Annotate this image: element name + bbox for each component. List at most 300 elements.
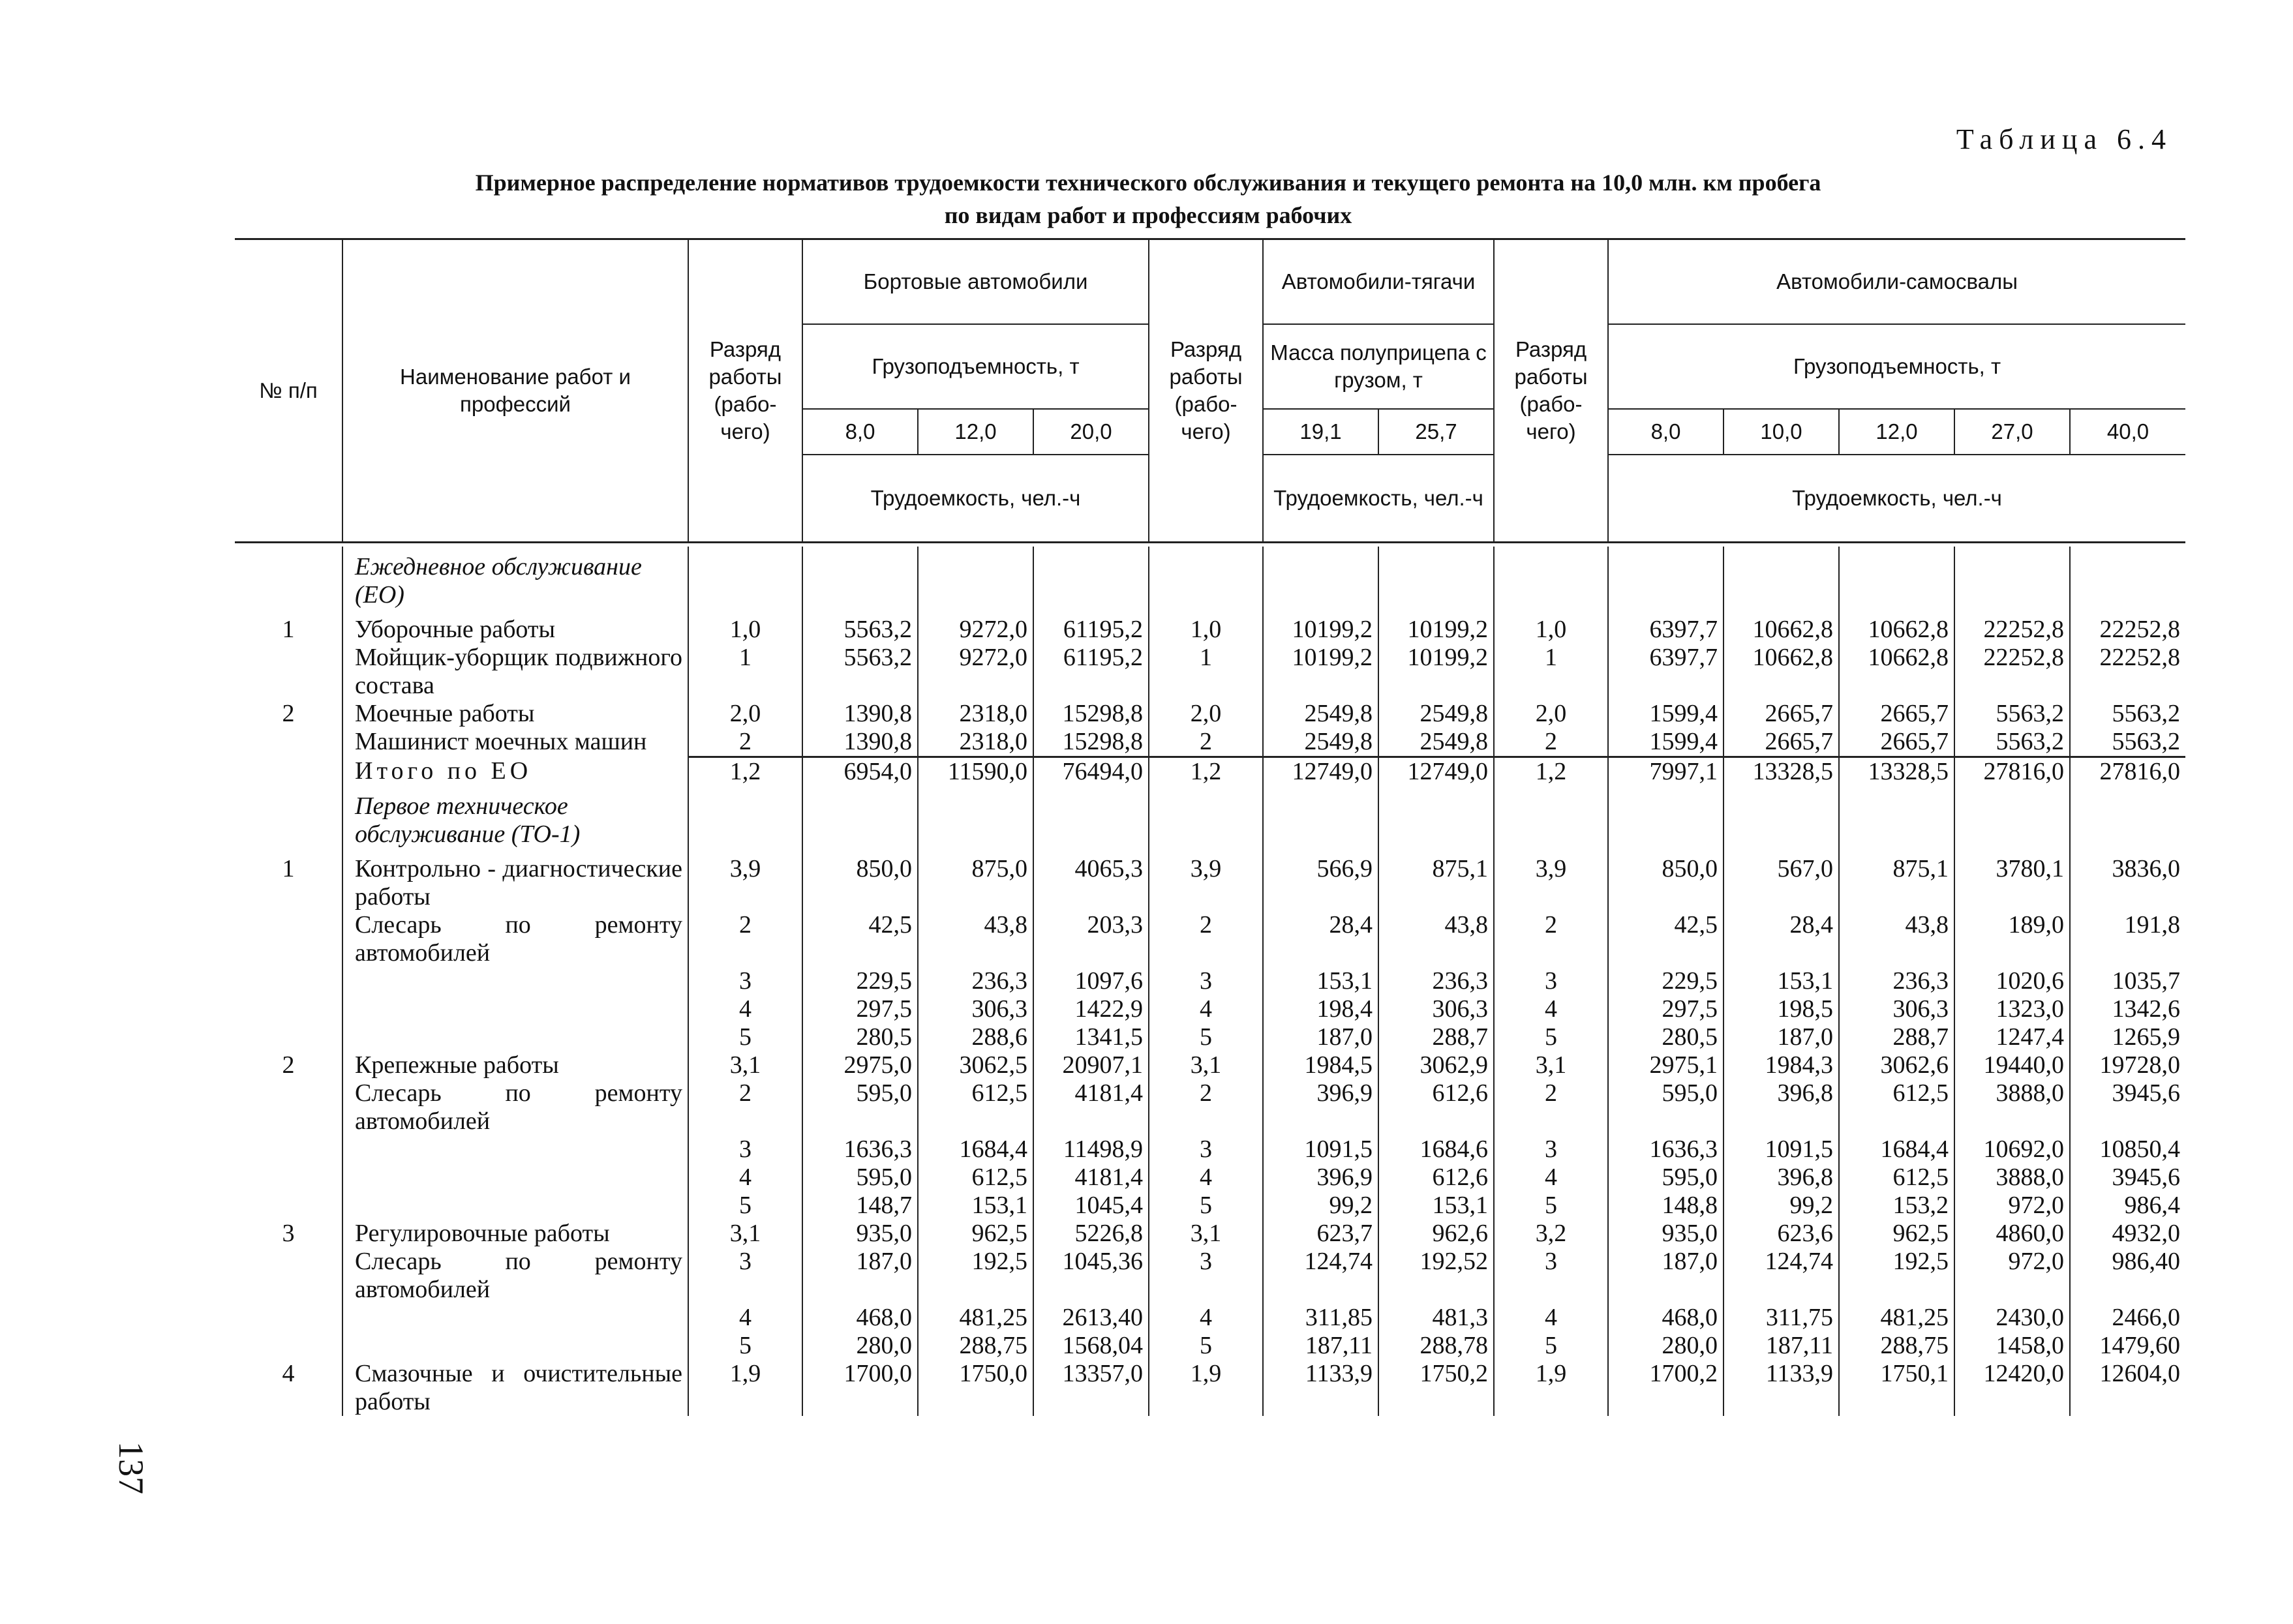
row-value: 10662,8 bbox=[1839, 616, 1954, 644]
row-grade: 1,9 bbox=[1149, 1360, 1263, 1416]
row-value: 5226,8 bbox=[1033, 1220, 1149, 1248]
row-grade: 5 bbox=[1494, 1023, 1608, 1051]
table-row bbox=[235, 1332, 2185, 1360]
row-value: 288,7 bbox=[1378, 1023, 1494, 1051]
row-grade: 3 bbox=[1494, 1248, 1608, 1304]
row-value: 280,5 bbox=[1608, 1023, 1724, 1051]
section-title: Первое техническое обслуживание (ТО-1) bbox=[342, 786, 688, 855]
row-value: 2613,40 bbox=[1033, 1304, 1149, 1332]
empty-cell bbox=[1378, 547, 1494, 616]
row-num: 2 bbox=[282, 1051, 295, 1079]
row-value: 986,40 bbox=[2070, 1248, 2185, 1304]
row-value: 1984,5 bbox=[1263, 1051, 1378, 1079]
row-value: 28,4 bbox=[1724, 911, 1839, 967]
row-value: 612,5 bbox=[1839, 1079, 1954, 1135]
row-num bbox=[235, 967, 342, 995]
row-value: 198,4 bbox=[1263, 995, 1378, 1023]
empty-cell bbox=[918, 786, 1033, 855]
row-value: 850,0 bbox=[1608, 855, 1724, 911]
section-row bbox=[235, 547, 2185, 616]
table-row bbox=[235, 616, 2185, 644]
row-name bbox=[342, 1192, 688, 1220]
table-row bbox=[235, 1220, 2185, 1248]
row-value: 10199,2 bbox=[1263, 644, 1378, 700]
row-grade: 2 bbox=[1494, 1079, 1608, 1135]
row-value: 935,0 bbox=[1608, 1220, 1724, 1248]
row-grade: 4 bbox=[1494, 1164, 1608, 1192]
row-value: 20907,1 bbox=[1033, 1051, 1149, 1079]
row-value: 1636,3 bbox=[802, 1135, 918, 1164]
row-grade: 3 bbox=[688, 1135, 802, 1164]
row-grade: 1,9 bbox=[688, 1360, 802, 1416]
row-value: 22252,8 bbox=[2070, 644, 2185, 700]
row-value: 153,1 bbox=[1724, 967, 1839, 995]
row-value: 1700,0 bbox=[802, 1360, 918, 1416]
row-value: 3888,0 bbox=[1954, 1079, 2070, 1135]
row-value: 3062,5 bbox=[918, 1051, 1033, 1079]
total-value: 13328,5 bbox=[1724, 757, 1839, 787]
row-grade: 4 bbox=[1149, 995, 1263, 1023]
empty-cell bbox=[1263, 786, 1378, 855]
row-grade: 2 bbox=[1149, 911, 1263, 967]
row-value: 198,5 bbox=[1724, 995, 1839, 1023]
row-value: 396,9 bbox=[1263, 1079, 1378, 1135]
row-value: 623,6 bbox=[1724, 1220, 1839, 1248]
row-value: 43,8 bbox=[1378, 911, 1494, 967]
row-num: 1 bbox=[282, 855, 295, 882]
row-value: 1684,6 bbox=[1378, 1135, 1494, 1164]
row-grade: 2 bbox=[688, 728, 802, 757]
row-value: 1636,3 bbox=[1608, 1135, 1724, 1164]
row-value: 3888,0 bbox=[1954, 1164, 2070, 1192]
row-grade: 2,0 bbox=[1494, 700, 1608, 728]
row-value: 2975,1 bbox=[1608, 1051, 1724, 1079]
row-value: 2665,7 bbox=[1724, 728, 1839, 757]
total-value: 27816,0 bbox=[1954, 757, 2070, 787]
row-value: 612,6 bbox=[1378, 1079, 1494, 1135]
empty-cell bbox=[688, 786, 802, 855]
row-value: 1599,4 bbox=[1608, 728, 1724, 757]
empty-cell bbox=[1839, 547, 1954, 616]
row-value: 12604,0 bbox=[2070, 1360, 2185, 1416]
row-value: 612,6 bbox=[1378, 1164, 1494, 1192]
row-grade: 5 bbox=[1149, 1332, 1263, 1360]
row-value: 22252,8 bbox=[1954, 616, 2070, 644]
row-grade: 5 bbox=[688, 1192, 802, 1220]
row-value: 1479,60 bbox=[2070, 1332, 2185, 1360]
table-label: Таблица 6.4 bbox=[1956, 123, 2172, 155]
row-name bbox=[342, 1164, 688, 1192]
row-value: 297,5 bbox=[1608, 995, 1724, 1023]
header-name: Наименование работ и профессий bbox=[342, 239, 688, 543]
row-value: 1390,8 bbox=[802, 700, 918, 728]
total-value: 1,2 bbox=[1149, 757, 1263, 787]
row-value: 3836,0 bbox=[2070, 855, 2185, 911]
row-grade: 3 bbox=[1494, 1135, 1608, 1164]
row-value: 1458,0 bbox=[1954, 1332, 2070, 1360]
row-value: 5563,2 bbox=[802, 644, 918, 700]
row-grade: 4 bbox=[1494, 995, 1608, 1023]
row-num: 3 bbox=[282, 1220, 295, 1247]
row-num: 1 bbox=[282, 616, 295, 643]
row-value: 595,0 bbox=[802, 1164, 918, 1192]
row-value: 19728,0 bbox=[2070, 1051, 2185, 1079]
row-value: 203,3 bbox=[1033, 911, 1149, 967]
row-value: 2318,0 bbox=[918, 728, 1033, 757]
row-value: 187,0 bbox=[1608, 1248, 1724, 1304]
row-name: Слесарь по ремонту автомобилей bbox=[342, 911, 688, 967]
row-value: 481,3 bbox=[1378, 1304, 1494, 1332]
table-row bbox=[235, 1135, 2185, 1164]
row-grade: 2,0 bbox=[688, 700, 802, 728]
row-value: 288,7 bbox=[1839, 1023, 1954, 1051]
total-value: 6954,0 bbox=[802, 757, 918, 787]
row-value: 6397,7 bbox=[1608, 644, 1724, 700]
row-value: 4181,4 bbox=[1033, 1164, 1149, 1192]
row-num bbox=[235, 911, 342, 967]
row-grade: 4 bbox=[1149, 1304, 1263, 1332]
row-grade: 3 bbox=[1149, 1135, 1263, 1164]
row-grade: 3,1 bbox=[1149, 1051, 1263, 1079]
row-value: 191,8 bbox=[2070, 911, 2185, 967]
row-value: 1599,4 bbox=[1608, 700, 1724, 728]
table-row bbox=[235, 967, 2185, 995]
row-value: 2665,7 bbox=[1839, 728, 1954, 757]
row-value: 2466,0 bbox=[2070, 1304, 2185, 1332]
row-value: 5563,2 bbox=[802, 616, 918, 644]
table-row bbox=[235, 700, 2185, 728]
row-value: 22252,8 bbox=[1954, 644, 2070, 700]
row-value: 10662,8 bbox=[1839, 644, 1954, 700]
row-value: 2665,7 bbox=[1724, 700, 1839, 728]
row-num bbox=[235, 757, 342, 787]
row-value: 396,8 bbox=[1724, 1164, 1839, 1192]
row-value: 4065,3 bbox=[1033, 855, 1149, 911]
row-value: 189,0 bbox=[1954, 911, 2070, 967]
row-num bbox=[235, 1164, 342, 1192]
table-row bbox=[235, 1360, 2185, 1416]
row-value: 11498,9 bbox=[1033, 1135, 1149, 1164]
empty-cell bbox=[688, 547, 802, 616]
row-value: 10199,2 bbox=[1263, 616, 1378, 644]
header-g2-col: 19,1 bbox=[1263, 409, 1378, 455]
header-g3-col: 12,0 bbox=[1839, 409, 1954, 455]
row-value: 4860,0 bbox=[1954, 1220, 2070, 1248]
row-grade: 2 bbox=[1149, 1079, 1263, 1135]
empty-cell bbox=[1839, 786, 1954, 855]
row-value: 2665,7 bbox=[1839, 700, 1954, 728]
row-value: 567,0 bbox=[1724, 855, 1839, 911]
row-grade: 2 bbox=[1494, 728, 1608, 757]
page-number: 137 bbox=[112, 1441, 151, 1494]
row-value: 43,8 bbox=[1839, 911, 1954, 967]
row-name: Слесарь по ремонту автомобилей bbox=[342, 1079, 688, 1135]
row-value: 153,1 bbox=[1263, 967, 1378, 995]
row-num: 2 bbox=[282, 700, 295, 727]
empty-cell bbox=[1149, 786, 1263, 855]
header-group-1-sub: Грузоподъемность, т bbox=[802, 324, 1149, 409]
row-value: 187,0 bbox=[1263, 1023, 1378, 1051]
header-g3-col: 10,0 bbox=[1724, 409, 1839, 455]
row-grade: 1,0 bbox=[1149, 616, 1263, 644]
row-value: 396,8 bbox=[1724, 1079, 1839, 1135]
row-grade: 2 bbox=[1494, 911, 1608, 967]
row-value: 850,0 bbox=[802, 855, 918, 911]
row-value: 1341,5 bbox=[1033, 1023, 1149, 1051]
row-value: 42,5 bbox=[802, 911, 918, 967]
row-value: 43,8 bbox=[918, 911, 1033, 967]
table-body bbox=[235, 547, 2185, 1416]
row-value: 192,5 bbox=[1839, 1248, 1954, 1304]
header-g1-unit: Трудоемкость, чел.-ч bbox=[802, 455, 1149, 543]
row-grade: 4 bbox=[688, 1164, 802, 1192]
row-grade: 3 bbox=[1494, 967, 1608, 995]
empty-cell bbox=[1033, 547, 1149, 616]
empty-cell bbox=[1378, 786, 1494, 855]
header-num: № п/п bbox=[235, 239, 342, 543]
table-row bbox=[235, 1192, 2185, 1220]
header-g3-unit: Трудоемкость, чел.-ч bbox=[1608, 455, 2185, 543]
row-grade: 3,9 bbox=[1494, 855, 1608, 911]
empty-cell bbox=[802, 786, 918, 855]
row-num bbox=[235, 644, 342, 700]
row-num bbox=[235, 1332, 342, 1360]
empty-cell bbox=[2070, 547, 2185, 616]
row-name: Регулировочные работы bbox=[342, 1220, 688, 1248]
empty-cell bbox=[1608, 786, 1724, 855]
header-g1-col: 20,0 bbox=[1033, 409, 1149, 455]
row-value: 5563,2 bbox=[1954, 700, 2070, 728]
header-g3-col: 27,0 bbox=[1954, 409, 2070, 455]
row-value: 288,75 bbox=[1839, 1332, 1954, 1360]
row-value: 481,25 bbox=[1839, 1304, 1954, 1332]
header-g3-col: 8,0 bbox=[1608, 409, 1724, 455]
row-value: 10692,0 bbox=[1954, 1135, 2070, 1164]
row-grade: 5 bbox=[1494, 1332, 1608, 1360]
row-name: Уборочные работы bbox=[342, 616, 688, 644]
total-row bbox=[235, 757, 2185, 787]
title-line-1: Примерное распределение нормативов трудоемкости технического обслуживания и текущего ремонта на 10,0 млн. км пробега bbox=[475, 170, 1821, 196]
row-value: 1247,4 bbox=[1954, 1023, 2070, 1051]
row-value: 3945,6 bbox=[2070, 1079, 2185, 1135]
row-value: 5563,2 bbox=[2070, 700, 2185, 728]
row-value: 1133,9 bbox=[1263, 1360, 1378, 1416]
header-group-3-sub: Грузоподъемность, т bbox=[1608, 324, 2185, 409]
row-value: 15298,8 bbox=[1033, 728, 1149, 757]
empty-cell bbox=[1033, 786, 1149, 855]
row-value: 9272,0 bbox=[918, 644, 1033, 700]
total-value: 1,2 bbox=[1494, 757, 1608, 787]
row-value: 481,25 bbox=[918, 1304, 1033, 1332]
row-value: 124,74 bbox=[1724, 1248, 1839, 1304]
row-value: 595,0 bbox=[1608, 1079, 1724, 1135]
row-grade: 3,1 bbox=[1494, 1051, 1608, 1079]
row-grade: 4 bbox=[688, 995, 802, 1023]
row-value: 236,3 bbox=[918, 967, 1033, 995]
row-value: 468,0 bbox=[802, 1304, 918, 1332]
total-value: 27816,0 bbox=[2070, 757, 2185, 787]
row-name bbox=[342, 1023, 688, 1051]
row-value: 1422,9 bbox=[1033, 995, 1149, 1023]
row-value: 124,74 bbox=[1263, 1248, 1378, 1304]
empty-cell bbox=[1608, 547, 1724, 616]
row-value: 148,7 bbox=[802, 1192, 918, 1220]
row-value: 962,5 bbox=[1839, 1220, 1954, 1248]
row-value: 99,2 bbox=[1724, 1192, 1839, 1220]
row-value: 3062,9 bbox=[1378, 1051, 1494, 1079]
section-row bbox=[235, 786, 2185, 855]
table-header bbox=[235, 238, 2185, 543]
row-name: Крепежные работы bbox=[342, 1051, 688, 1079]
row-grade: 4 bbox=[1149, 1164, 1263, 1192]
header-g2-col: 25,7 bbox=[1378, 409, 1494, 455]
row-name: Контрольно - диагностические работы bbox=[342, 855, 688, 911]
row-grade: 2 bbox=[688, 911, 802, 967]
row-value: 875,1 bbox=[1378, 855, 1494, 911]
row-value: 61195,2 bbox=[1033, 644, 1149, 700]
row-grade: 1 bbox=[688, 644, 802, 700]
row-value: 42,5 bbox=[1608, 911, 1724, 967]
row-value: 1750,0 bbox=[918, 1360, 1033, 1416]
row-value: 236,3 bbox=[1378, 967, 1494, 995]
row-value: 311,75 bbox=[1724, 1304, 1839, 1332]
row-value: 1133,9 bbox=[1724, 1360, 1839, 1416]
row-value: 280,0 bbox=[1608, 1332, 1724, 1360]
row-grade: 3 bbox=[1149, 1248, 1263, 1304]
header-group-2: Автомобили-тягачи bbox=[1263, 239, 1494, 324]
row-grade: 2 bbox=[1149, 728, 1263, 757]
table-row bbox=[235, 855, 2185, 911]
row-value: 2318,0 bbox=[918, 700, 1033, 728]
row-grade: 1 bbox=[1149, 644, 1263, 700]
row-value: 229,5 bbox=[1608, 967, 1724, 995]
row-value: 3062,6 bbox=[1839, 1051, 1954, 1079]
row-value: 3945,6 bbox=[2070, 1164, 2185, 1192]
row-value: 4181,4 bbox=[1033, 1079, 1149, 1135]
header-g1-col: 8,0 bbox=[802, 409, 918, 455]
header-g1-col: 12,0 bbox=[918, 409, 1033, 455]
row-value: 1700,2 bbox=[1608, 1360, 1724, 1416]
row-value: 280,0 bbox=[802, 1332, 918, 1360]
row-name bbox=[342, 1135, 688, 1164]
row-num bbox=[235, 1192, 342, 1220]
row-grade: 3,9 bbox=[1149, 855, 1263, 911]
row-num bbox=[235, 1079, 342, 1135]
row-value: 10199,2 bbox=[1378, 616, 1494, 644]
table-row bbox=[235, 728, 2185, 757]
row-value: 1684,4 bbox=[918, 1135, 1033, 1164]
row-value: 2430,0 bbox=[1954, 1304, 2070, 1332]
row-grade: 5 bbox=[688, 1332, 802, 1360]
row-value: 612,5 bbox=[1839, 1164, 1954, 1192]
total-value: 11590,0 bbox=[918, 757, 1033, 787]
row-num bbox=[235, 1248, 342, 1304]
row-num: 4 bbox=[282, 1360, 295, 1387]
row-value: 1750,1 bbox=[1839, 1360, 1954, 1416]
row-name: Слесарь по ремонту автомобилей bbox=[342, 1248, 688, 1304]
header-g2-unit: Трудоемкость, чел.-ч bbox=[1263, 455, 1494, 543]
row-value: 595,0 bbox=[1608, 1164, 1724, 1192]
row-value: 306,3 bbox=[1378, 995, 1494, 1023]
empty-cell bbox=[2070, 786, 2185, 855]
row-grade: 3 bbox=[688, 967, 802, 995]
row-grade: 3,2 bbox=[1494, 1220, 1608, 1248]
row-value: 2975,0 bbox=[802, 1051, 918, 1079]
row-value: 986,4 bbox=[2070, 1192, 2185, 1220]
total-value: 76494,0 bbox=[1033, 757, 1149, 787]
row-value: 1097,6 bbox=[1033, 967, 1149, 995]
row-grade: 5 bbox=[1149, 1192, 1263, 1220]
row-value: 1091,5 bbox=[1263, 1135, 1378, 1164]
row-value: 875,0 bbox=[918, 855, 1033, 911]
row-value: 468,0 bbox=[1608, 1304, 1724, 1332]
row-name bbox=[342, 967, 688, 995]
header-g3-col: 40,0 bbox=[2070, 409, 2185, 455]
table-row bbox=[235, 1248, 2185, 1304]
row-value: 28,4 bbox=[1263, 911, 1378, 967]
row-num bbox=[235, 786, 342, 855]
empty-cell bbox=[1263, 547, 1378, 616]
row-name bbox=[342, 1332, 688, 1360]
row-value: 1390,8 bbox=[802, 728, 918, 757]
row-grade: 3,9 bbox=[688, 855, 802, 911]
row-name bbox=[342, 995, 688, 1023]
row-value: 229,5 bbox=[802, 967, 918, 995]
total-value: 7997,1 bbox=[1608, 757, 1724, 787]
row-value: 22252,8 bbox=[2070, 616, 2185, 644]
row-value: 1323,0 bbox=[1954, 995, 2070, 1023]
row-value: 306,3 bbox=[918, 995, 1033, 1023]
row-value: 306,3 bbox=[1839, 995, 1954, 1023]
row-value: 1020,6 bbox=[1954, 967, 2070, 995]
row-value: 962,5 bbox=[918, 1220, 1033, 1248]
table-row bbox=[235, 995, 2185, 1023]
row-grade: 4 bbox=[1494, 1304, 1608, 1332]
header-grade-1: Разряд работы (рабо-чего) bbox=[688, 239, 802, 543]
row-value: 935,0 bbox=[802, 1220, 918, 1248]
total-value: 12749,0 bbox=[1378, 757, 1494, 787]
row-value: 1342,6 bbox=[2070, 995, 2185, 1023]
row-value: 311,85 bbox=[1263, 1304, 1378, 1332]
total-value: 12749,0 bbox=[1263, 757, 1378, 787]
row-value: 153,1 bbox=[918, 1192, 1033, 1220]
row-value: 99,2 bbox=[1263, 1192, 1378, 1220]
row-grade: 3 bbox=[1149, 967, 1263, 995]
row-value: 595,0 bbox=[802, 1079, 918, 1135]
row-value: 15298,8 bbox=[1033, 700, 1149, 728]
row-name: Машинист моечных машин bbox=[342, 728, 688, 757]
row-value: 153,2 bbox=[1839, 1192, 1954, 1220]
title-line-2: по видам работ и профессиям рабочих bbox=[944, 202, 1352, 228]
row-num bbox=[235, 1023, 342, 1051]
empty-cell bbox=[1494, 547, 1608, 616]
row-value: 875,1 bbox=[1839, 855, 1954, 911]
row-value: 19440,0 bbox=[1954, 1051, 2070, 1079]
row-value: 4932,0 bbox=[2070, 1220, 2185, 1248]
row-value: 1568,04 bbox=[1033, 1332, 1149, 1360]
empty-cell bbox=[1954, 547, 2070, 616]
row-value: 2549,8 bbox=[1263, 700, 1378, 728]
row-value: 1750,2 bbox=[1378, 1360, 1494, 1416]
row-value: 1091,5 bbox=[1724, 1135, 1839, 1164]
row-name bbox=[342, 1304, 688, 1332]
row-value: 6397,7 bbox=[1608, 616, 1724, 644]
empty-cell bbox=[1149, 547, 1263, 616]
row-value: 288,78 bbox=[1378, 1332, 1494, 1360]
header-grade-3: Разряд работы (рабо-чего) bbox=[1494, 239, 1608, 543]
header-group-2-sub: Масса полуприцепа с грузом, т bbox=[1263, 324, 1494, 409]
row-num bbox=[235, 547, 342, 616]
